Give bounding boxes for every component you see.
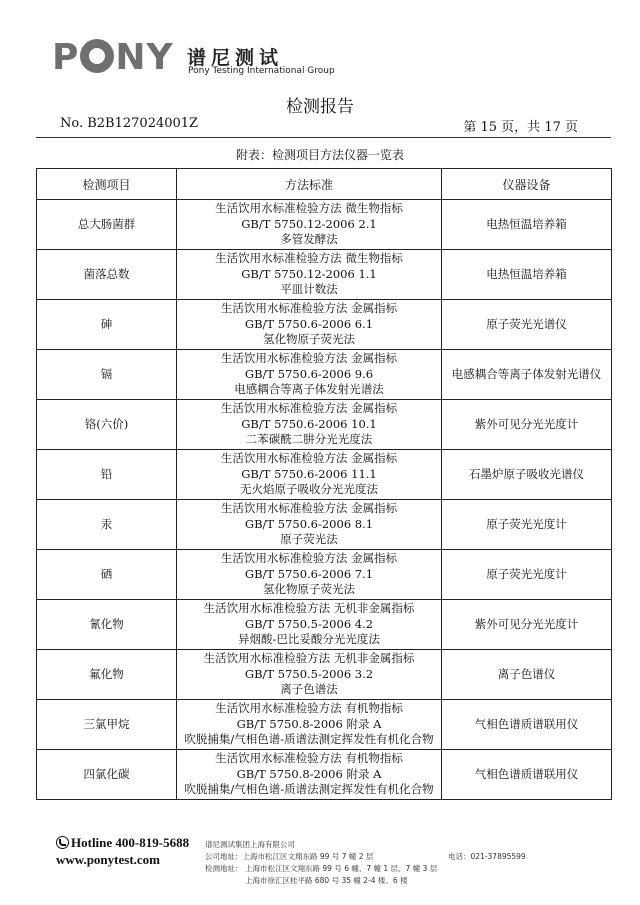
- method-standard: [177, 350, 442, 400]
- method-standard: [177, 500, 442, 550]
- table-row: [37, 500, 612, 550]
- lab-address-line-1: 上海市松江区文翔东路 99 号 6 幢、7 幢 1 层、7 幢 3 层: [245, 864, 438, 873]
- table-row: [37, 450, 612, 500]
- method-line: 生活饮用水标准检验方法 有机物指标: [215, 751, 403, 766]
- method-line: GB/T 5750.6-2006 9.6: [244, 366, 374, 381]
- method-line: GB/T 5750.12-2006 2.1: [241, 216, 377, 231]
- instrument: 电热恒温培养箱: [442, 200, 612, 250]
- phone-number: 电话：021-37895599: [448, 852, 526, 861]
- method-line: GB/T 5750.12-2006 1.1: [241, 266, 377, 281]
- method-standard: [177, 450, 442, 500]
- method-line: 吹脱捕集/气相色谱-质谱法测定挥发性有机化合物: [184, 732, 434, 747]
- test-item: 镉: [37, 350, 177, 400]
- method-standard: [177, 700, 442, 750]
- column-header-method: 方法标准: [177, 169, 442, 200]
- method-standard: [177, 750, 442, 800]
- method-line: GB/T 5750.6-2006 6.1: [244, 316, 374, 331]
- pony-logo: [52, 38, 174, 78]
- method-line: GB/T 5750.6-2006 8.1: [244, 516, 374, 531]
- company-address: 公司地址：上海市松江区文翔东路 99 号 7 幢 2 层: [205, 852, 374, 861]
- test-item: 氰化物: [37, 600, 177, 650]
- method-line: 生活饮用水标准检验方法 金属指标: [220, 451, 398, 466]
- method-instrument-table: [36, 168, 612, 800]
- method-line: 吹脱捕集/气相色谱-质谱法测定挥发性有机化合物: [184, 782, 434, 797]
- test-item: 汞: [37, 500, 177, 550]
- company-name-cn: 谱尼测试: [187, 47, 284, 69]
- method-line: GB/T 5750.6-2006 7.1: [244, 566, 374, 581]
- method-line: 氢化物原子荧光法: [263, 582, 355, 597]
- instrument: 电感耦合等离子体发射光谱仪: [442, 350, 612, 400]
- company-name-en: Pony Testing International Group: [188, 66, 335, 76]
- instrument: 原子荧光光谱仪: [442, 300, 612, 350]
- method-line: 氢化物原子荧光法: [263, 332, 355, 347]
- method-line: 生活饮用水标准检验方法 无机非金属指标: [203, 601, 415, 616]
- lab-address-label: 检测地址：: [205, 864, 243, 873]
- table-row: [37, 750, 612, 800]
- method-line: 平皿计数法: [280, 282, 338, 297]
- method-line: 电感耦合等离子体发射光谱法: [234, 382, 384, 397]
- header-divider: [36, 137, 611, 138]
- method-standard: [177, 200, 442, 250]
- method-line: 生活饮用水标准检验方法 有机物指标: [215, 701, 403, 716]
- table-row: [37, 300, 612, 350]
- lab-address-line-2: 上海市徐汇区桂平路 680 号 35 幢 2-4 楼、6 楼: [245, 876, 408, 885]
- instrument: 电热恒温培养箱: [442, 250, 612, 300]
- instrument: 石墨炉原子吸收光谱仪: [442, 450, 612, 500]
- table-row: [37, 400, 612, 450]
- test-item: 硒: [37, 550, 177, 600]
- table-row: [37, 250, 612, 300]
- method-line: 生活饮用水标准检验方法 无机非金属指标: [203, 651, 415, 666]
- method-line: GB/T 5750.8-2006 附录 A: [236, 766, 382, 781]
- instrument: 气相色谱质谱联用仪: [442, 750, 612, 800]
- test-item: 四氯化碳: [37, 750, 177, 800]
- appendix-title: 附表：检测项目方法仪器一览表: [235, 148, 404, 162]
- logo-letters: P NY: [52, 37, 174, 78]
- test-item: 砷: [37, 300, 177, 350]
- instrument: 原子荧光光度计: [442, 500, 612, 550]
- method-line: GB/T 5750.5-2006 4.2: [244, 616, 374, 631]
- method-line: 二苯碳酰二肼分光光度法: [245, 432, 373, 447]
- logo-o-ring-icon: [80, 39, 114, 73]
- method-line: GB/T 5750.8-2006 附录 A: [236, 716, 382, 731]
- website-link[interactable]: www.ponytest.com: [56, 852, 160, 867]
- method-standard: [177, 550, 442, 600]
- report-number: No. B2B127024001Z: [60, 116, 199, 131]
- table-row: [37, 200, 612, 250]
- method-line: 原子荧光法: [280, 532, 338, 547]
- method-line: GB/T 5750.5-2006 3.2: [244, 666, 374, 681]
- test-item: 菌落总数: [37, 250, 177, 300]
- table-header-row: [37, 169, 612, 200]
- table-row: [37, 700, 612, 750]
- hotline: [56, 835, 189, 851]
- method-line: 生活饮用水标准检验方法 金属指标: [220, 301, 398, 316]
- column-header-instrument: 仪器设备: [442, 169, 612, 200]
- method-line: 多管发酵法: [280, 232, 338, 247]
- column-header-item: 检测项目: [37, 169, 177, 200]
- method-line: GB/T 5750.6-2006 11.1: [241, 466, 377, 481]
- method-line: 离子色谱法: [280, 682, 338, 697]
- test-item: 氟化物: [37, 650, 177, 700]
- instrument: 气相色谱质谱联用仪: [442, 700, 612, 750]
- method-line: 无火焰原子吸收分光光度法: [240, 482, 378, 497]
- method-standard: [177, 400, 442, 450]
- instrument: 离子色谱仪: [442, 650, 612, 700]
- test-item: 铬(六价): [37, 400, 177, 450]
- method-line: 生活饮用水标准检验方法 金属指标: [220, 401, 398, 416]
- instrument: 紫外可见分光光度计: [442, 600, 612, 650]
- test-item: 三氯甲烷: [37, 700, 177, 750]
- instrument: 紫外可见分光光度计: [442, 400, 612, 450]
- method-standard: [177, 250, 442, 300]
- method-line: 生活饮用水标准检验方法 金属指标: [220, 551, 398, 566]
- method-line: 生活饮用水标准检验方法 微生物指标: [215, 251, 403, 266]
- method-line: 生活饮用水标准检验方法 微生物指标: [215, 201, 403, 216]
- method-line: 生活饮用水标准检验方法 金属指标: [220, 351, 398, 366]
- method-standard: [177, 650, 442, 700]
- table-row: [37, 650, 612, 700]
- test-item: 总大肠菌群: [37, 200, 177, 250]
- method-line: GB/T 5750.6-2006 10.1: [241, 416, 377, 431]
- method-line: 异烟酸-巴比妥酸分光光度法: [238, 632, 380, 647]
- method-line: 生活饮用水标准检验方法 金属指标: [220, 501, 398, 516]
- hotline-text: Hotline 400-819-5688: [71, 835, 190, 850]
- table-row: [37, 350, 612, 400]
- table-row: [37, 550, 612, 600]
- method-standard: [177, 300, 442, 350]
- method-standard: [177, 600, 442, 650]
- table-row: [37, 600, 612, 650]
- instrument: 原子荧光光度计: [442, 550, 612, 600]
- report-title: 检测报告: [286, 97, 354, 117]
- test-item: 铅: [37, 450, 177, 500]
- page-info: 第 15 页，共 17 页: [463, 120, 578, 135]
- group-name: 谱尼测试集团上海有限公司: [205, 840, 295, 849]
- phone-icon: [56, 836, 69, 849]
